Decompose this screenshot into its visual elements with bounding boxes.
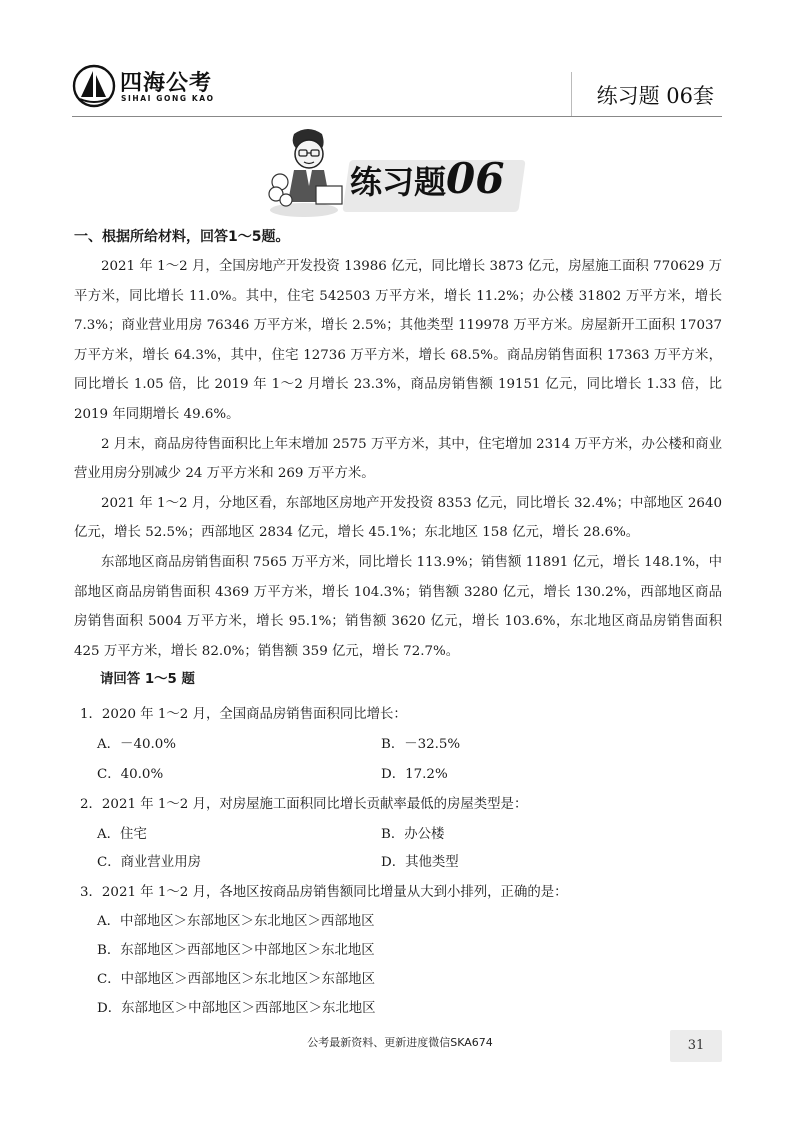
questions-heading: 请回答 1～5 题 — [100, 672, 195, 687]
footer-note: 公考最新资料、更新进度微信SKA674 — [307, 1036, 493, 1049]
question-1-option-d: D．17.2% — [381, 767, 448, 782]
question-3-option-d: D．东部地区＞中部地区＞西部地区＞东北地区 — [97, 1001, 376, 1016]
chapter-banner — [264, 124, 524, 220]
material-paragraph: 2021 年 1～2 月，全国房地产开发投资 13986 亿元，同比增长 3873 亿元，房屋施工面积 770629 万平方米，同比增长 11.0%。其中，住宅 542503 万平方米，增长 11.2%；办公楼 31802 万平方米，增长 7.3%；商业营业用房 76346 万平方米，增长 2.5%；其他类型 119978 万平方米。房屋新开工面积 17037 万平方米，增长 64.3%，其中，住宅 12736 万平方米，增长 68.5%。商品房销售面积 17363 万平方米，同比增长 1.05 倍，比 2019 年 1～2 月增长 23.3%，商品房销售额 19151 亿元，同比增长 1.33 倍，比 2019 年同期增长 49.6%。 — [74, 259, 722, 422]
question-2-option-b: B．办公楼 — [381, 827, 445, 842]
question-3-stem: 3．2021 年 1～2 月，各地区按商品房销售额同比增量从大到小排列，正确的是： — [80, 885, 568, 900]
brand-logo — [72, 64, 252, 112]
banner-title-number: 06 — [446, 154, 505, 203]
question-3-option-a: A．中部地区＞东部地区＞东北地区＞西部地区 — [97, 914, 375, 929]
question-2-option-c: C．商业营业用房 — [97, 855, 201, 870]
header-divider — [72, 116, 722, 117]
material-text — [74, 252, 722, 666]
cartoon-student-icon — [264, 124, 354, 220]
logo-english-name: SIHAI GONG KAO — [121, 94, 215, 103]
question-2-stem: 2．2021 年 1～2 月，对房屋施工面积同比增长贡献率最低的房屋类型是： — [80, 797, 528, 812]
sailboat-logo-icon — [72, 64, 116, 108]
material-paragraph: 东部地区商品房销售面积 7565 万平方米，同比增长 113.9%；销售额 11891 亿元，增长 148.1%，中部地区商品房销售面积 4369 万平方米，增长 104.3%；销售额 3280 亿元，增长 130.2%，西部地区商品房销售面积 5004 万平方米，增长 95.1%；销售额 3620 亿元，增长 103.6%，东北地区商品房销售面积 425 万平方米，增长 82.0%；销售额 359 亿元，增长 72.7%。 — [74, 554, 722, 659]
question-3-option-c: C．中部地区＞西部地区＞东北地区＞东部地区 — [97, 972, 376, 987]
banner-title — [350, 154, 504, 203]
question-1-stem: 1．2020 年 1～2 月，全国商品房销售面积同比增长： — [80, 707, 407, 722]
question-3-option-b: B．东部地区＞西部地区＞中部地区＞东北地区 — [97, 943, 375, 958]
question-2-option-a: A．住宅 — [97, 827, 147, 842]
set-title: 练习题 06套 — [596, 84, 714, 108]
banner-title-text: 练习题 — [350, 163, 447, 201]
page-number: 31 — [670, 1030, 722, 1062]
section-title: 一、根据所给材料，回答1～5题。 — [74, 229, 290, 245]
question-1-option-c: C．40.0% — [97, 767, 164, 782]
logo-chinese-name: 四海公考 — [120, 71, 213, 96]
question-1-option-b: B．－32.5% — [381, 737, 461, 752]
question-1-option-a: A．－40.0% — [97, 737, 176, 752]
material-paragraph: 2021 年 1～2 月，分地区看，东部地区房地产开发投资 8353 亿元，同比增长 32.4%；中部地区 2640 亿元，增长 52.5%；西部地区 2834 亿元，增长 45.1%；东北地区 158 亿元，增长 28.6%。 — [74, 495, 722, 541]
question-2-option-d: D．其他类型 — [381, 855, 459, 870]
material-paragraph: 2 月末，商品房待售面积比上年末增加 2575 万平方米，其中，住宅增加 2314 万平方米，办公楼和商业营业用房分别减少 24 万平方米和 269 万平方米。 — [74, 436, 722, 482]
